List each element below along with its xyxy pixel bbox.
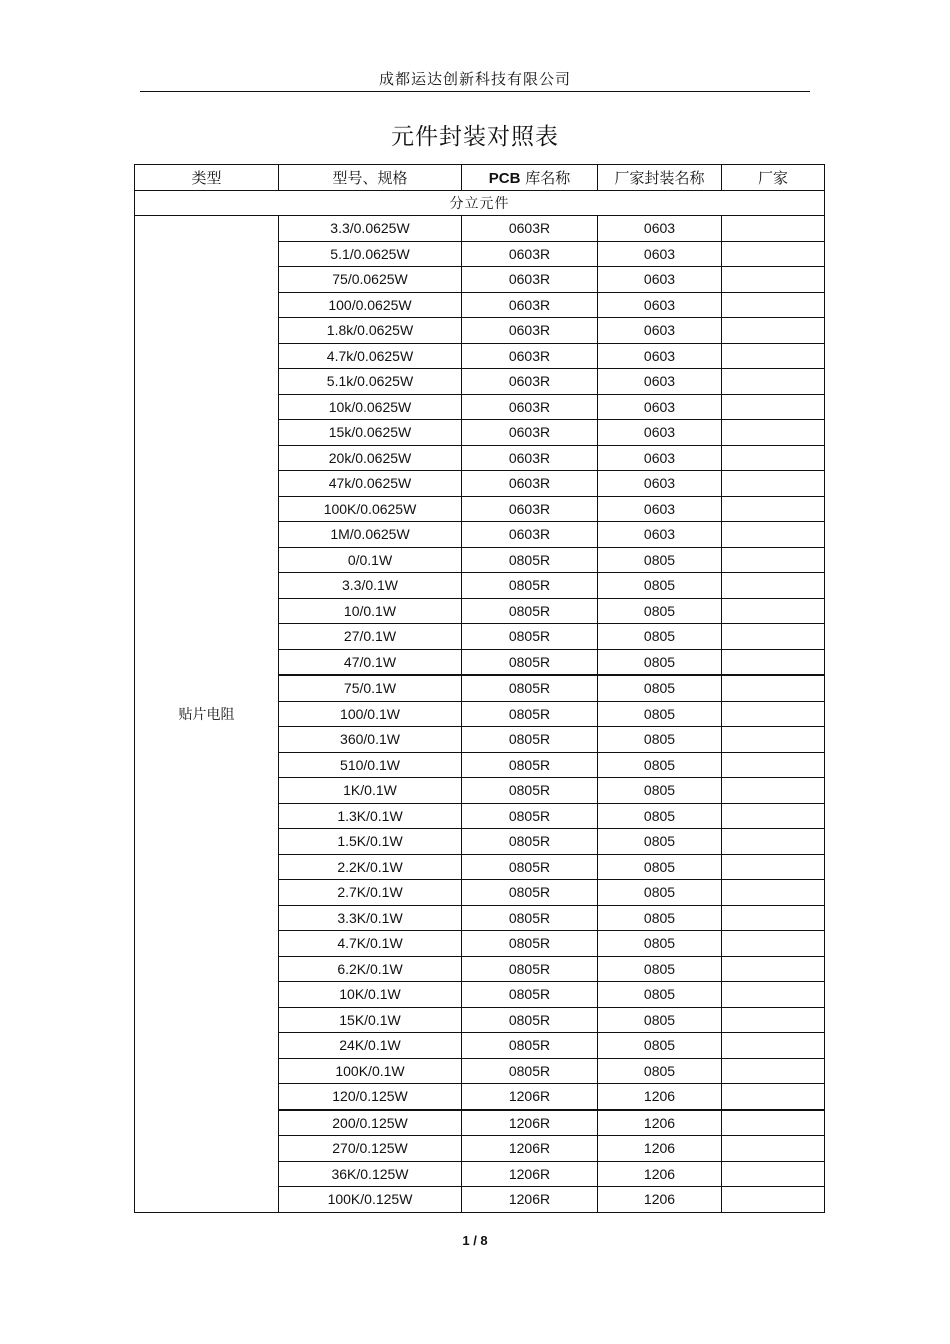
package-cell: 0805 xyxy=(598,675,722,701)
header-vendor: 厂家 xyxy=(722,165,825,191)
pcb-cell: 0805R xyxy=(462,854,598,880)
vendor-cell xyxy=(722,649,825,675)
spec-cell: 1K/0.1W xyxy=(279,778,462,804)
pcb-cell: 0805R xyxy=(462,829,598,855)
table-body xyxy=(135,190,825,1212)
spec-cell: 270/0.125W xyxy=(279,1136,462,1162)
spec-cell: 24K/0.1W xyxy=(279,1033,462,1059)
package-cell: 0603 xyxy=(598,496,722,522)
header-pcb-lib xyxy=(462,165,598,191)
vendor-cell xyxy=(722,1058,825,1084)
vendor-cell xyxy=(722,573,825,599)
vendor-cell xyxy=(722,343,825,369)
pcb-cell: 1206R xyxy=(462,1136,598,1162)
pcb-cell: 0603R xyxy=(462,292,598,318)
spec-cell: 100/0.0625W xyxy=(279,292,462,318)
package-cell: 0805 xyxy=(598,649,722,675)
vendor-cell xyxy=(722,420,825,446)
pcb-cell: 0603R xyxy=(462,522,598,548)
vendor-cell xyxy=(722,522,825,548)
vendor-cell xyxy=(722,1007,825,1033)
page-current: 1 xyxy=(462,1233,470,1248)
spec-cell: 4.7k/0.0625W xyxy=(279,343,462,369)
vendor-cell xyxy=(722,292,825,318)
vendor-cell xyxy=(722,931,825,957)
package-cell: 0805 xyxy=(598,803,722,829)
spec-cell: 6.2K/0.1W xyxy=(279,956,462,982)
header-model: 型号、规格 xyxy=(279,165,462,191)
doc-title: 元件封装对照表 xyxy=(391,124,559,150)
spec-cell: 200/0.125W xyxy=(279,1110,462,1136)
header-vendor-package: 厂家封装名称 xyxy=(598,165,722,191)
package-cell: 0603 xyxy=(598,267,722,293)
package-cell: 0805 xyxy=(598,573,722,599)
package-cell: 0805 xyxy=(598,854,722,880)
package-cell: 1206 xyxy=(598,1187,722,1213)
vendor-cell xyxy=(722,1187,825,1213)
spec-cell: 3.3/0.1W xyxy=(279,573,462,599)
pcb-cell: 0805R xyxy=(462,803,598,829)
vendor-cell xyxy=(722,1084,825,1110)
pcb-cell: 0805R xyxy=(462,880,598,906)
pcb-cell: 0805R xyxy=(462,905,598,931)
pcb-cell: 0603R xyxy=(462,216,598,242)
package-cell: 0805 xyxy=(598,1007,722,1033)
vendor-cell xyxy=(722,445,825,471)
pcb-cell: 0805R xyxy=(462,752,598,778)
vendor-cell xyxy=(722,547,825,573)
vendor-cell xyxy=(722,1136,825,1162)
pcb-cell: 0805R xyxy=(462,982,598,1008)
header-type: 类型 xyxy=(135,165,279,191)
spec-cell: 0/0.1W xyxy=(279,547,462,573)
page-number xyxy=(0,1233,950,1248)
package-cell: 0805 xyxy=(598,1058,722,1084)
vendor-cell xyxy=(722,854,825,880)
page-separator: / xyxy=(469,1233,481,1248)
package-cell: 0603 xyxy=(598,292,722,318)
vendor-cell xyxy=(722,778,825,804)
package-cell: 0805 xyxy=(598,598,722,624)
spec-cell: 120/0.125W xyxy=(279,1084,462,1110)
vendor-cell xyxy=(722,318,825,344)
spec-cell: 27/0.1W xyxy=(279,624,462,650)
pcb-cell: 1206R xyxy=(462,1161,598,1187)
pcb-cell: 0603R xyxy=(462,394,598,420)
pcb-cell: 0603R xyxy=(462,241,598,267)
spec-cell: 2.7K/0.1W xyxy=(279,880,462,906)
section-row xyxy=(135,190,825,216)
vendor-cell xyxy=(722,803,825,829)
spec-cell: 3.3/0.0625W xyxy=(279,216,462,242)
page-total: 8 xyxy=(480,1233,488,1248)
package-cell: 0805 xyxy=(598,880,722,906)
spec-cell: 510/0.1W xyxy=(279,752,462,778)
spec-cell: 75/0.0625W xyxy=(279,267,462,293)
package-cell: 0805 xyxy=(598,701,722,727)
spec-cell: 20k/0.0625W xyxy=(279,445,462,471)
pcb-cell: 0603R xyxy=(462,318,598,344)
package-cell: 0805 xyxy=(598,956,722,982)
package-cell: 0603 xyxy=(598,445,722,471)
pcb-cell: 0805R xyxy=(462,727,598,753)
pcb-cell: 0603R xyxy=(462,267,598,293)
pcb-cell: 0805R xyxy=(462,778,598,804)
package-cell: 0805 xyxy=(598,727,722,753)
pcb-cell: 0603R xyxy=(462,369,598,395)
spec-cell: 100K/0.1W xyxy=(279,1058,462,1084)
package-cell: 0603 xyxy=(598,522,722,548)
package-cell: 1206 xyxy=(598,1084,722,1110)
vendor-cell xyxy=(722,727,825,753)
pcb-cell: 0603R xyxy=(462,471,598,497)
package-cell: 0805 xyxy=(598,547,722,573)
vendor-cell xyxy=(722,1033,825,1059)
vendor-cell xyxy=(722,880,825,906)
vendor-cell xyxy=(722,675,825,701)
spec-cell: 15k/0.0625W xyxy=(279,420,462,446)
spec-cell: 2.2K/0.1W xyxy=(279,854,462,880)
package-cell: 0805 xyxy=(598,624,722,650)
package-cell: 0603 xyxy=(598,318,722,344)
package-cell: 0603 xyxy=(598,343,722,369)
pcb-cell: 1206R xyxy=(462,1187,598,1213)
vendor-cell xyxy=(722,624,825,650)
spec-cell: 36K/0.125W xyxy=(279,1161,462,1187)
spec-cell: 10k/0.0625W xyxy=(279,394,462,420)
spec-cell: 5.1/0.0625W xyxy=(279,241,462,267)
package-cell: 0805 xyxy=(598,829,722,855)
vendor-cell xyxy=(722,752,825,778)
package-cell: 0805 xyxy=(598,931,722,957)
vendor-cell xyxy=(722,471,825,497)
pcb-cell: 0805R xyxy=(462,1058,598,1084)
package-cell: 1206 xyxy=(598,1136,722,1162)
package-cell: 0805 xyxy=(598,982,722,1008)
package-cell: 0603 xyxy=(598,216,722,242)
spec-cell: 1.5K/0.1W xyxy=(279,829,462,855)
spec-cell: 1.8k/0.0625W xyxy=(279,318,462,344)
spec-cell: 100/0.1W xyxy=(279,701,462,727)
pcb-cell: 0603R xyxy=(462,420,598,446)
pcb-cell: 1206R xyxy=(462,1110,598,1136)
pcb-cell: 0805R xyxy=(462,675,598,701)
package-cell: 0603 xyxy=(598,420,722,446)
package-cell: 0805 xyxy=(598,778,722,804)
package-cell: 1206 xyxy=(598,1161,722,1187)
vendor-cell xyxy=(722,1161,825,1187)
pcb-cell: 0805R xyxy=(462,547,598,573)
vendor-cell xyxy=(722,1110,825,1136)
pcb-cell: 0603R xyxy=(462,445,598,471)
package-cell: 0603 xyxy=(598,394,722,420)
spec-cell: 360/0.1W xyxy=(279,727,462,753)
pcb-cell: 1206R xyxy=(462,1084,598,1110)
spec-cell: 15K/0.1W xyxy=(279,1007,462,1033)
pcb-cell: 0805R xyxy=(462,573,598,599)
vendor-cell xyxy=(722,496,825,522)
package-cell: 0805 xyxy=(598,1033,722,1059)
spec-cell: 100K/0.125W xyxy=(279,1187,462,1213)
page-header: 成都运达创新科技有限公司 xyxy=(378,70,571,88)
package-cell: 1206 xyxy=(598,1110,722,1136)
section-title: 分立元件 xyxy=(135,190,825,216)
vendor-cell xyxy=(722,598,825,624)
package-cell: 0603 xyxy=(598,241,722,267)
vendor-cell xyxy=(722,241,825,267)
vendor-cell xyxy=(722,394,825,420)
vendor-cell xyxy=(722,701,825,727)
spec-cell: 10K/0.1W xyxy=(279,982,462,1008)
spec-cell: 5.1k/0.0625W xyxy=(279,369,462,395)
pcb-cell: 0603R xyxy=(462,496,598,522)
spec-cell: 1M/0.0625W xyxy=(279,522,462,548)
pcb-cell: 0805R xyxy=(462,701,598,727)
pcb-cell: 0603R xyxy=(462,343,598,369)
spec-cell: 4.7K/0.1W xyxy=(279,931,462,957)
pcb-cell: 0805R xyxy=(462,1033,598,1059)
vendor-cell xyxy=(722,829,825,855)
category-cell: 贴片电阻 xyxy=(135,216,279,1213)
vendor-cell xyxy=(722,982,825,1008)
pcb-cell: 0805R xyxy=(462,649,598,675)
vendor-cell xyxy=(722,267,825,293)
spec-cell: 47k/0.0625W xyxy=(279,471,462,497)
header-pcb-suffix: 库名称 xyxy=(520,168,571,187)
package-cell: 0603 xyxy=(598,369,722,395)
spec-cell: 3.3K/0.1W xyxy=(279,905,462,931)
header-pcb-prefix: PCB xyxy=(488,169,521,187)
pcb-cell: 0805R xyxy=(462,598,598,624)
spec-cell: 100K/0.0625W xyxy=(279,496,462,522)
header-rule xyxy=(140,91,810,92)
pcb-cell: 0805R xyxy=(462,1007,598,1033)
package-cell: 0805 xyxy=(598,905,722,931)
pcb-cell: 0805R xyxy=(462,624,598,650)
package-cell: 0603 xyxy=(598,471,722,497)
spec-cell: 1.3K/0.1W xyxy=(279,803,462,829)
vendor-cell xyxy=(722,216,825,242)
spec-cell: 47/0.1W xyxy=(279,649,462,675)
pcb-cell: 0805R xyxy=(462,931,598,957)
table-header-row xyxy=(135,165,825,191)
vendor-cell xyxy=(722,369,825,395)
component-table xyxy=(134,164,825,1213)
vendor-cell xyxy=(722,956,825,982)
table-row xyxy=(135,216,825,242)
vendor-cell xyxy=(722,905,825,931)
pcb-cell: 0805R xyxy=(462,956,598,982)
spec-cell: 10/0.1W xyxy=(279,598,462,624)
package-cell: 0805 xyxy=(598,752,722,778)
spec-cell: 75/0.1W xyxy=(279,675,462,701)
